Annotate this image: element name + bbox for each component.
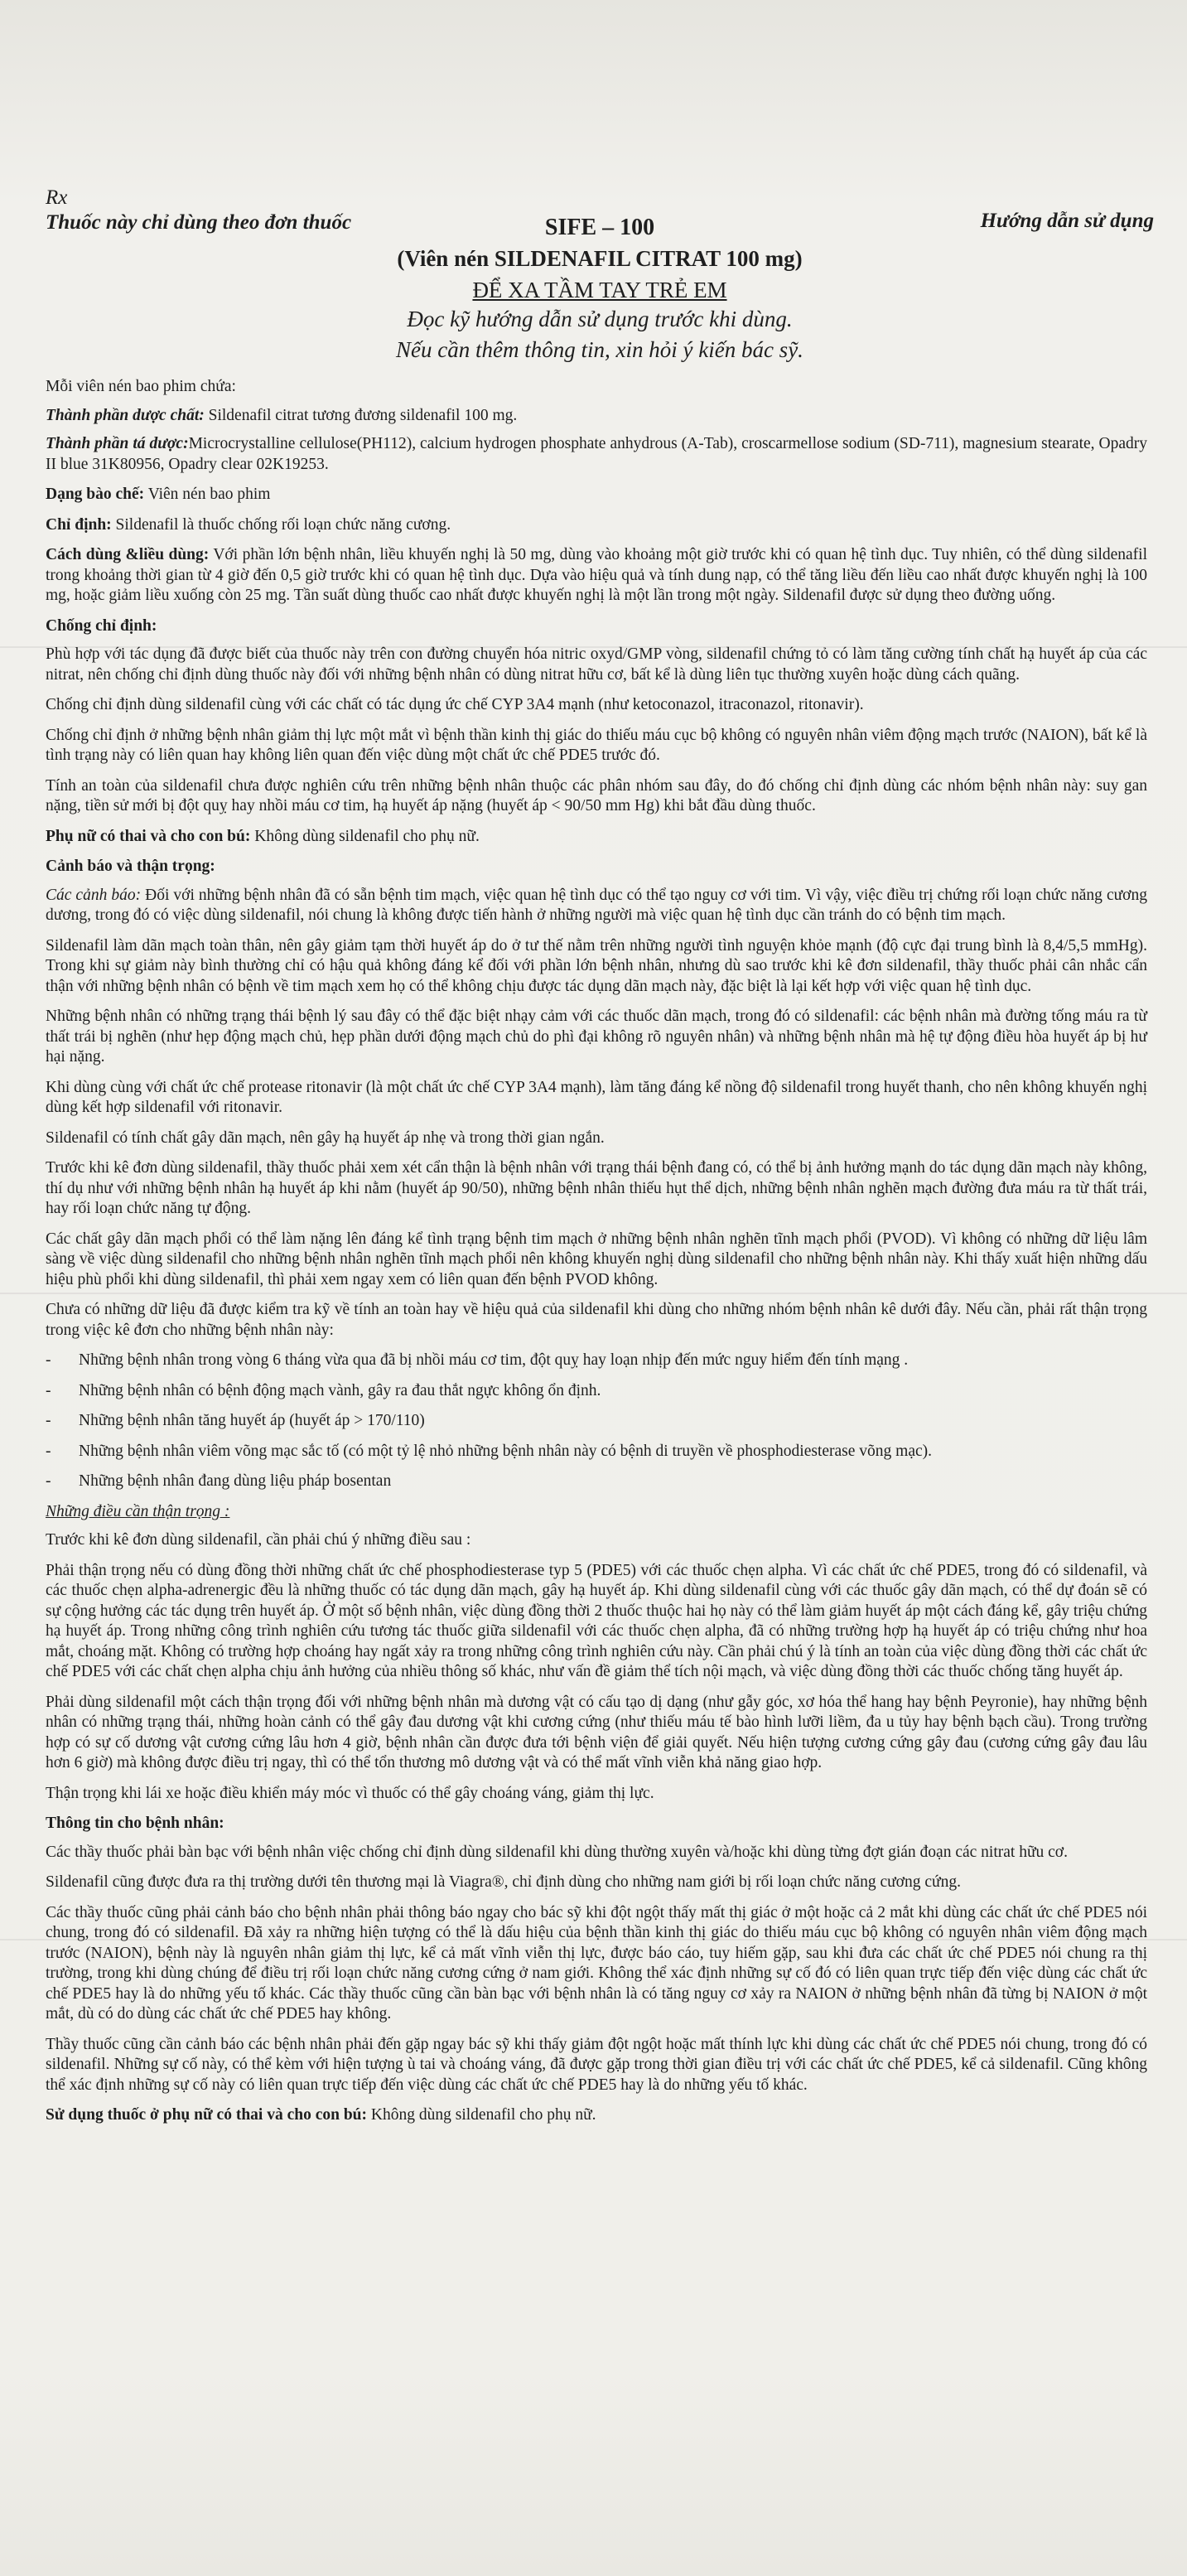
indication-label: Chỉ định: [46,515,112,534]
warnings-text: Đối với những bệnh nhân đã có sẵn bệnh tim mạch, việc quan hệ tình dục có thể tạo nguy cơ với tim. Vì vậy, việc điều trị chứng rối loạn chức năng cương dương, trong đó có việc dùng sildenafil, nói chung là không được tiến hành ở những người mà việc quan hệ tình dục cần tránh do có bệnh tim mạch. [46,886,1147,924]
precautions-paragraph: Phải dùng sildenafil một cách thận trọng đối với những bệnh nhân mà dương vật có cấu tạo dị dạng (như gẫy góc, xơ hóa thể hang hay bệnh Peyronie), hay những bệnh nhân có những trạng thái, những hoàn cảnh có thể gây đau dương vật khi cương cứng (như thiếu máu tế bào hình lưỡi liềm, đa u tủy hay bệnh bạch cầu). Trong trường hợp có sự cố dương vật cương cứng lâu hơn 4 giờ, bệnh nhân cần được đưa tới bệnh viện để giải quyết. Nếu hiện tượng cương cứng gây đau (cương cứng gây đau lâu hơn 6 giờ) mà không được điều trị ngay, thì có thể tổn thương mô dương vật và có thể mất vĩnh viễn khả năng giao hợp. [46,1693,1147,1771]
indication [46,515,1147,536]
pregnancy-label: Phụ nữ có thai và cho con bú: [46,827,251,845]
risk-group-list [46,1351,1147,1492]
warnings-paragraph: Sildenafil có tính chất gây dãn mạch, nên gây hạ huyết áp nhẹ và trong thời gian ngắn. [46,1129,605,1147]
dosage-form [46,485,1147,505]
form-text: Viên nén bao phim [144,486,271,503]
warnings-paragraph: Những bệnh nhân có những trạng thái bệnh lý sau đây có thể đặc biệt nhạy cảm với các thuốc dãn mạch, trong đó có sildenafil: các bệnh nhân mà đường tống máu ra từ thất trái bị nghẽn (như hẹp động mạch chủ, hẹp phần dưới động mạch chủ do phì đại không rõ nguyên nhân) và những bệnh nhân mà hệ tự động điều hòa huyết áp bị hư hại nặng. [46,1008,1147,1066]
contra-paragraph: Phù hợp với tác dụng đã được biết của thuốc này trên con đường chuyển hóa nitric oxyd/GMP vòng, sildenafil chứng tỏ có làm tăng cường tính chất hạ huyết áp của các nitrat, nên chống chỉ định dùng thuốc này đối với những bệnh nhân có dùng nitrat hữu cơ, bất kể là dùng liên tục thường xuyên hoặc dùng cách quãng. [46,645,1147,684]
patient-info-heading-text: Thông tin cho bệnh nhân: [46,1815,224,1832]
product-title: SIFE – 100 [544,215,655,240]
dosage [46,545,1147,607]
precautions-paragraph: Trước khi kê đơn dùng sildenafil, cần phải chú ý những điều sau : [46,1531,471,1549]
active-text: Sildenafil citrat tương đương sildenafil 100 mg. [204,406,518,424]
list-item: - Những bệnh nhân tăng huyết áp (huyết áp > 170/110) [46,1411,1147,1432]
precautions-paragraph: Thận trọng khi lái xe hoặc điều khiển máy móc vì thuốc có thể gây choáng váng, giảm thị lực. [46,1784,654,1802]
excipient-text: Microcrystalline cellulose(PH112), calcium hydrogen phosphate anhydrous (A-Tab), croscarmellose sodium (SD-711), magnesium stearate, Opadry II blue 31K80956, Opadry clear 02K19253. [46,435,1147,473]
patient-info-paragraph: Thầy thuốc cũng cần cảnh báo các bệnh nhân phải đến gặp ngay bác sỹ khi thấy giảm đột ngột hoặc mất thính lực khi dùng các chất ức chế PDE5 nói chung, trong đó có sildenafil. Những sự cố này, có thể kèm với hiện tượng ù tai và choáng váng, đã được gặp trong thời gian điều trị với các chất ức chế PDE5, kể cả sildenafil. Cũng không thể xác định những sự cố này có liên quan trực tiếp đến việc dùng các chất ức chế PDE5 hay là do những yếu tố khác. [46,2035,1147,2094]
keep-away-warning: ĐỂ XA TẦM TAY TRẺ EM [472,278,727,302]
dosage-label: Cách dùng &liều dùng: [46,546,210,563]
prescription-note: Thuốc này chỉ dùng theo đơn thuốc [46,211,352,234]
usage-guide-label: Hướng dẫn sử dụng [980,210,1154,232]
read-guide-note: Đọc kỹ hướng dẫn sử dụng trước khi dùng. [407,307,793,331]
pregnancy-text: Không dùng sildenafil cho phụ nữ. [250,827,480,845]
excipients [46,434,1147,475]
rx-mark: Rx [46,186,68,209]
precautions-paragraph: Phải thận trọng nếu có dùng đồng thời những chất ức chế phosphodiesterase typ 5 (PDE5) với các thuốc chẹn alpha. Vì các chất ức chế PDE5, trong đó có sildenafil, và các thuốc chẹn alpha-adrenergic đều là những thuốc có tác dụng dãn mạch, gây hạ huyết áp. Khi dùng sildenafil cùng với các thuốc gây dãn mạch, có thể dự đoán sẽ có sự cộng hưởng các tác dụng trên huyết áp. Ở một số bệnh nhân, việc dùng đồng thời 2 thuốc thuộc hai họ này có thể làm giảm huyết áp một cách đáng kể, gây triệu chứng hạ huyết áp. Trong những công trình nghiên cứu tương tác thuốc giữa sildenafil với các thuốc chẹn alpha, đã có những trường hợp hạ huyết áp có triệu chứng như hoa mắt, choáng mặt. Không có trường hợp choáng hay ngất xảy ra trong những công trình nghiên cứu này. Cần phải chú ý là tính an toàn của việc dùng đồng thời các chất ức chế PDE5 với các chất chẹn alpha chịu ảnh hưởng của nhiều thông số khác, như vấn đề giảm thể tích nội mạch, và việc dùng đồng thời các thuốc chống tăng huyết áp. [46,1561,1147,1680]
pregnancy-use-text: Không dùng sildenafil cho phụ nữ. [367,2106,596,2124]
dosage-text: Với phần lớn bệnh nhân, liều khuyến nghị là 50 mg, dùng vào khoảng một giờ trước khi có quan hệ tình dục. Tuy nhiên, có thể dùng sildenafil trong khoảng thời gian từ 4 giờ đến 0,5 giờ trước khi có quan hệ tình dục. Dựa vào hiệu quả và tính dung nạp, có thể tăng liều đến liều cao nhất được khuyến nghị là 100 mg, hoặc giảm liều xuống còn 25 mg. Tần suất dùng thuốc cao nhất được khuyến nghị là một lần trong một ngày. Sildenafil được sử dụng theo đường uống. [46,546,1148,604]
warnings-heading-text: Cảnh báo và thận trọng: [46,858,215,875]
ask-doctor-note: Nếu cần thêm thông tin, xin hỏi ý kiến bác sỹ. [396,337,803,362]
warnings-paragraph: Chưa có những dữ liệu đã được kiểm tra kỹ về tính an toàn hay về hiệu quả của sildenafil khi dùng cho những nhóm bệnh nhân kê dưới đây. Nếu cần, phải rất thận trọng trong việc kê đơn cho những bệnh nhân này: [46,1301,1147,1339]
product-subtitle: (Viên nén SILDENAFIL CITRAT 100 mg) [397,246,803,271]
warnings-paragraph: Trước khi kê đơn dùng sildenafil, thầy thuốc phải xem xét cẩn thận là bệnh nhân với trạng thái bệnh đang có, có thể bị ảnh hưởng mạnh do tác dụng dãn mạch này không, thí dụ như với những bệnh nhân hạ huyết áp khi nằm (huyết áp 90/50), những bệnh nhân thiếu hụt thể dịch, những bệnh nhân nghẽn mạch đường đưa máu ra từ thất trái, hay rối loạn chức năng tự động. [46,1159,1147,1217]
contra-paragraph: Chống chỉ định ở những bệnh nhân giảm thị lực một mắt vì bệnh thần kinh thị giác do thiếu máu cục bộ không có nguyên nhân viêm động mạch trước (NAION), bất kể là tình trạng này có liên quan hay không liên quan đến việc dùng một chất ức chế PDE5 trước đó. [46,726,1147,764]
contra-heading-text: Chống chỉ định: [46,616,157,635]
list-item: - Những bệnh nhân đang dùng liệu pháp bosentan [46,1472,1147,1492]
contra-paragraph: Tính an toàn của sildenafil chưa được nghiên cứu trên những bệnh nhân thuộc các phân nhóm sau đây, do đó chống chỉ định dùng các nhóm bệnh nhân này: suy gan nặng, tiền sử mới bị đột quỵ hay nhồi máu cơ tim, hạ huyết áp nặng (huyết áp < 90/50 mm Hg) khi bắt đầu dùng thuốc. [46,776,1147,814]
leaflet-body [46,377,1147,2136]
warnings-paragraph [46,886,1147,926]
patient-info-paragraph: Các thầy thuốc phải bàn bạc với bệnh nhân việc chống chỉ định dùng sildenafil khi dùng thường xuyên và/hoặc khi dùng từng đợt gián đoạn các nitrat hữu cơ. [46,1843,1068,1861]
contra-paragraph: Chống chỉ định dùng sildenafil cùng với các chất có tác dụng ức chế CYP 3A4 mạnh (như ketoconazol, itraconazol, ritonavir). [46,696,864,713]
patient-info-heading [46,1814,1147,1834]
list-item: - Những bệnh nhân viêm võng mạc sắc tố (có một tỷ lệ nhỏ những bệnh nhân này có bệnh di truyền về phosphodiesterase võng mạc). [46,1442,1147,1462]
warnings-label: Các cảnh báo: [46,886,142,904]
composition-intro: Mỗi viên nén bao phim chứa: [46,378,236,395]
warnings-paragraph: Các chất gây dãn mạch phổi có thể làm nặng lên đáng kể tình trạng bệnh tim mạch ở những bệnh nhân nghẽn tĩnh mạch phổi (PVOD). Vì không có những dữ liệu lâm sàng về việc dùng sildenafil cho những bệnh nhân nghẽn tĩnh mạch phổi nên không khuyến nghị dùng sildenafil cho những bệnh nhân này. Khi thấy xuất hiện những dấu hiệu phù phổi khi dùng sildenafil, thì phải xem ngay xem có liên quan đến bệnh PVOD không. [46,1230,1147,1288]
pregnancy-use-note [46,2105,1147,2126]
list-item: - Những bệnh nhân có bệnh động mạch vành, gây ra đau thắt ngực không ổn định. [46,1381,1147,1402]
pregnancy-note [46,827,1147,848]
patient-info-paragraph: Các thầy thuốc cũng phải cảnh báo cho bệnh nhân phải thông báo ngay cho bác sỹ khi đột ngột thấy mất thị giác ở một hoặc cả 2 mắt khi dùng các chất ức chế PDE5 nói chung, trong đó có sildenafil. Đã xảy ra những hiện tượng có thể là dấu hiệu của bệnh thần kinh thị giác do thiếu máu cục bộ không có nguyên nhân viêm động mạch trước (NAION), bệnh này là nguyên nhân giảm thị lực, kể cả mất vĩnh viễn thị lực, được báo cáo, tuy hiếm gặp, sau khi đưa các chất ức chế PDE5 nói chung ra thị trường, trong khi dùng chúng để điều trị rối loạn chức năng cương cứng ở nam giới. Không thể xác định những sự cố đó có liên quan trực tiếp đến việc dùng các chất ức chế PDE5 hay là do những yếu tố khác. Các thầy thuốc cũng cần bàn bạc với bệnh nhân là có tăng nguy cơ xảy ra NAION ở những bệnh nhân đã từng bị NAION ở một mắt, dù có do dùng các chất ức chế PDE5 hay không. [46,1903,1147,2023]
excipient-label: Thành phần tá dược: [46,435,189,452]
active-label: Thành phần dược chất: [46,406,205,424]
patient-info-paragraph: Sildenafil cũng được đưa ra thị trường dưới tên thương mại là Viagra®, chỉ định dùng cho những nam giới bị rối loạn chức năng cương cứng. [46,1873,961,1891]
active-ingredient [46,406,1147,427]
warnings-heading [46,857,1147,877]
contra-heading [46,616,1147,637]
list-item: - Những bệnh nhân trong vòng 6 tháng vừa qua đã bị nhồi máu cơ tim, đột quỵ hay loạn nhịp đến mức nguy hiểm đến tính mạng . [46,1351,1147,1371]
precautions-heading [46,1502,1147,1523]
indication-text: Sildenafil là thuốc chống rối loạn chức năng cương. [111,515,451,534]
precautions-heading-text: Những điều cần thận trọng : [46,1502,230,1520]
form-label: Dạng bào chế: [46,486,145,503]
warnings-paragraph: Sildenafil làm dãn mạch toàn thân, nên gây giảm tạm thời huyết áp do ở tư thế nằm trên những người tình nguyện khỏe mạnh (độ cực đại trung bình là 8,4/5,5 mmHg). Trong khi sự giảm này bình thường chỉ có hậu quả không đáng kể đối với phần lớn bệnh nhân, nhưng dù sao trước khi kê đơn sildenafil, thầy thuốc phải cân nhắc cẩn thận với những bệnh nhân có bệnh về tim mạch xem họ có thể không chịu được tác dụng dãn mạch này, đặc biệt là lại kết hợp với việc quan hệ tình dục. [46,936,1147,995]
pregnancy-use-label: Sử dụng thuốc ở phụ nữ có thai và cho con bú: [46,2106,368,2124]
warnings-paragraph: Khi dùng cùng với chất ức chế protease ritonavir (là một chất ức chế CYP 3A4 mạnh), làm tăng đáng kể nồng độ sildenafil trong huyết thanh, cho nên không khuyến nghị dùng kết hợp sildenafil với ritonavir. [46,1078,1147,1116]
